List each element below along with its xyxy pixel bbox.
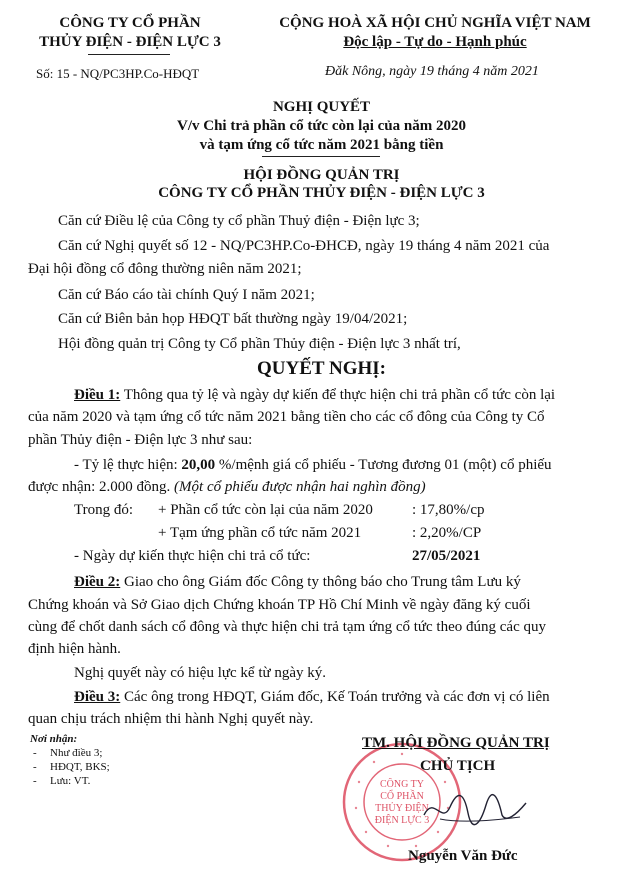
basis-2-cont: Đại hội đồng cổ đông thường niên năm 2021; [28,261,302,277]
article1-line1 [74,385,555,405]
place-date: Đăk Nông, ngày 19 tháng 4 năm 2021 [325,64,539,79]
payment-date-label: - Ngày dự kiến thực hiện chi trả cổ tức: [74,548,311,564]
article1-text1: Thông qua tỷ lệ và ngày dự kiến để thực hiện chi trả phần cổ tức còn lại [120,387,556,403]
company-underline [88,54,170,55]
breakdown-item1-value: : 17,80%/cp [412,502,485,518]
article3-line1 [74,687,550,707]
article3-line2: quan chịu trách nhiệm thi hành Nghị quyết này. [28,711,314,727]
seal-line3: THỦY ĐIỆN [375,803,429,814]
basis-2: Căn cứ Nghị quyết số 12 - NQ/PC3HP.Co-ĐHCĐ, ngày 19 tháng 4 năm 2021 của [58,238,550,254]
rate-line [74,455,552,475]
rate-suffix: %/mệnh giá cổ phiếu - Tương đương 01 (một) cổ phiếu [215,457,552,473]
national-motto [240,14,630,52]
breakdown-item2-label: + Tạm ứng phần cổ tức năm 2021 [158,525,362,541]
company-name [20,14,240,52]
article1-label: Điều 1: [74,387,121,403]
subject-underline [262,156,380,157]
article2-line2: Chứng khoán và Sở Giao dịch Chứng khoán TP Hồ Chí Minh về ngày đăng ký cuối [28,597,531,613]
rate-line2 [28,477,426,497]
subject-line2: và tạm ứng cổ tức năm 2021 bằng tiền [199,137,444,153]
rate-amount: được nhận: 2.000 đồng. [28,479,175,495]
issuer-block [0,166,643,202]
country-name: CỘNG HOÀ XÃ HỘI CHỦ NGHĨA VIỆT NAM [279,15,591,31]
seal-line1: CÔNG TY [380,779,424,790]
article1-line3: phần Thủy điện - Điện lực 3 như sau: [28,432,253,448]
breakdown-item1-label: + Phần cổ tức còn lại của năm 2020 [158,502,373,518]
recipients-list [50,746,110,788]
company-name-line2: THỦY ĐIỆN - ĐIỆN LỰC 3 [39,34,221,50]
basis-1: Căn cứ Điều lệ của Công ty cổ phần Thuỷ điện - Điện lực 3; [58,213,420,229]
signer-name: Nguyễn Văn Đức [408,848,518,864]
basis-5: Hội đồng quản trị Công ty Cổ phần Thủy điện - Điện lực 3 nhất trí, [58,336,461,352]
signature-on-behalf: TM. HỘI ĐỒNG QUẢN TRỊ [362,735,550,751]
recipient-item: - Lưu: VT. [50,774,110,788]
issuer-line2: CÔNG TY CỔ PHẦN THỦY ĐIỆN - ĐIỆN LỰC 3 [158,185,485,201]
resolution-heading: QUYẾT NGHỊ: [257,358,386,379]
motto: Độc lập - Tự do - Hạnh phúc [343,34,527,50]
article2-line3: cùng để chốt danh sách cổ đông và thực hiện chi trả tạm ứng cổ tức theo đúng các quy [28,619,546,635]
article2-label: Điều 2: [74,574,121,590]
article3-text1: Các ông trong HĐQT, Giám đốc, Kế Toán trưởng và các đơn vị có liên [120,689,550,705]
doc-number: Số: 15 - NQ/PC3HP.Co-HĐQT [36,66,200,81]
rate-prefix: - Tỷ lệ thực hiện: [74,457,182,473]
doc-type: NGHỊ QUYẾT [272,99,371,115]
signature-position: CHỦ TỊCH [420,758,496,774]
breakdown-label: Trong đó: [74,502,134,518]
subject-line1: V/v Chi trả phần cổ tức còn lại của năm 2020 [176,118,466,134]
doc-title-block [0,98,643,155]
recipient-item: - HĐQT, BKS; [50,760,110,774]
article2-line4: định hiện hành. [28,641,121,657]
article1-line2: của năm 2020 và tạm ứng cổ tức năm 2021 bằng tiền cho các cổ đông của Công ty Cổ [28,409,545,425]
handwritten-signature [420,785,530,835]
recipients-title: Nơi nhận: [30,733,78,745]
breakdown-item2-value: : 2,20%/CP [412,525,482,541]
rate-note: (Một cổ phiếu được nhận hai nghìn đồng) [174,479,426,495]
basis-4: Căn cứ Biên bản họp HĐQT bất thường ngày 19/04/2021; [58,311,408,327]
article2-line1 [74,572,521,592]
article3-label: Điều 3: [74,689,121,705]
effect-text: Nghị quyết này có hiệu lực kể từ ngày ký. [74,665,327,681]
issuer-line1: HỘI ĐỒNG QUẢN TRỊ [243,167,400,183]
basis-3: Căn cứ Báo cáo tài chính Quý I năm 2021; [58,287,315,303]
seal-line2: CỔ PHẦN [380,791,424,802]
rate-value: 20,00 [181,457,216,473]
seal-line4: ĐIỆN LỰC 3 [374,815,430,826]
article2-text1: Giao cho ông Giám đốc Công ty thông báo cho Trung tâm Lưu ký [120,574,521,590]
payment-date-value: 27/05/2021 [412,548,481,564]
recipient-item: - Như điều 3; [50,746,110,760]
company-name-line1: CÔNG TY CỔ PHẦN [59,15,201,31]
